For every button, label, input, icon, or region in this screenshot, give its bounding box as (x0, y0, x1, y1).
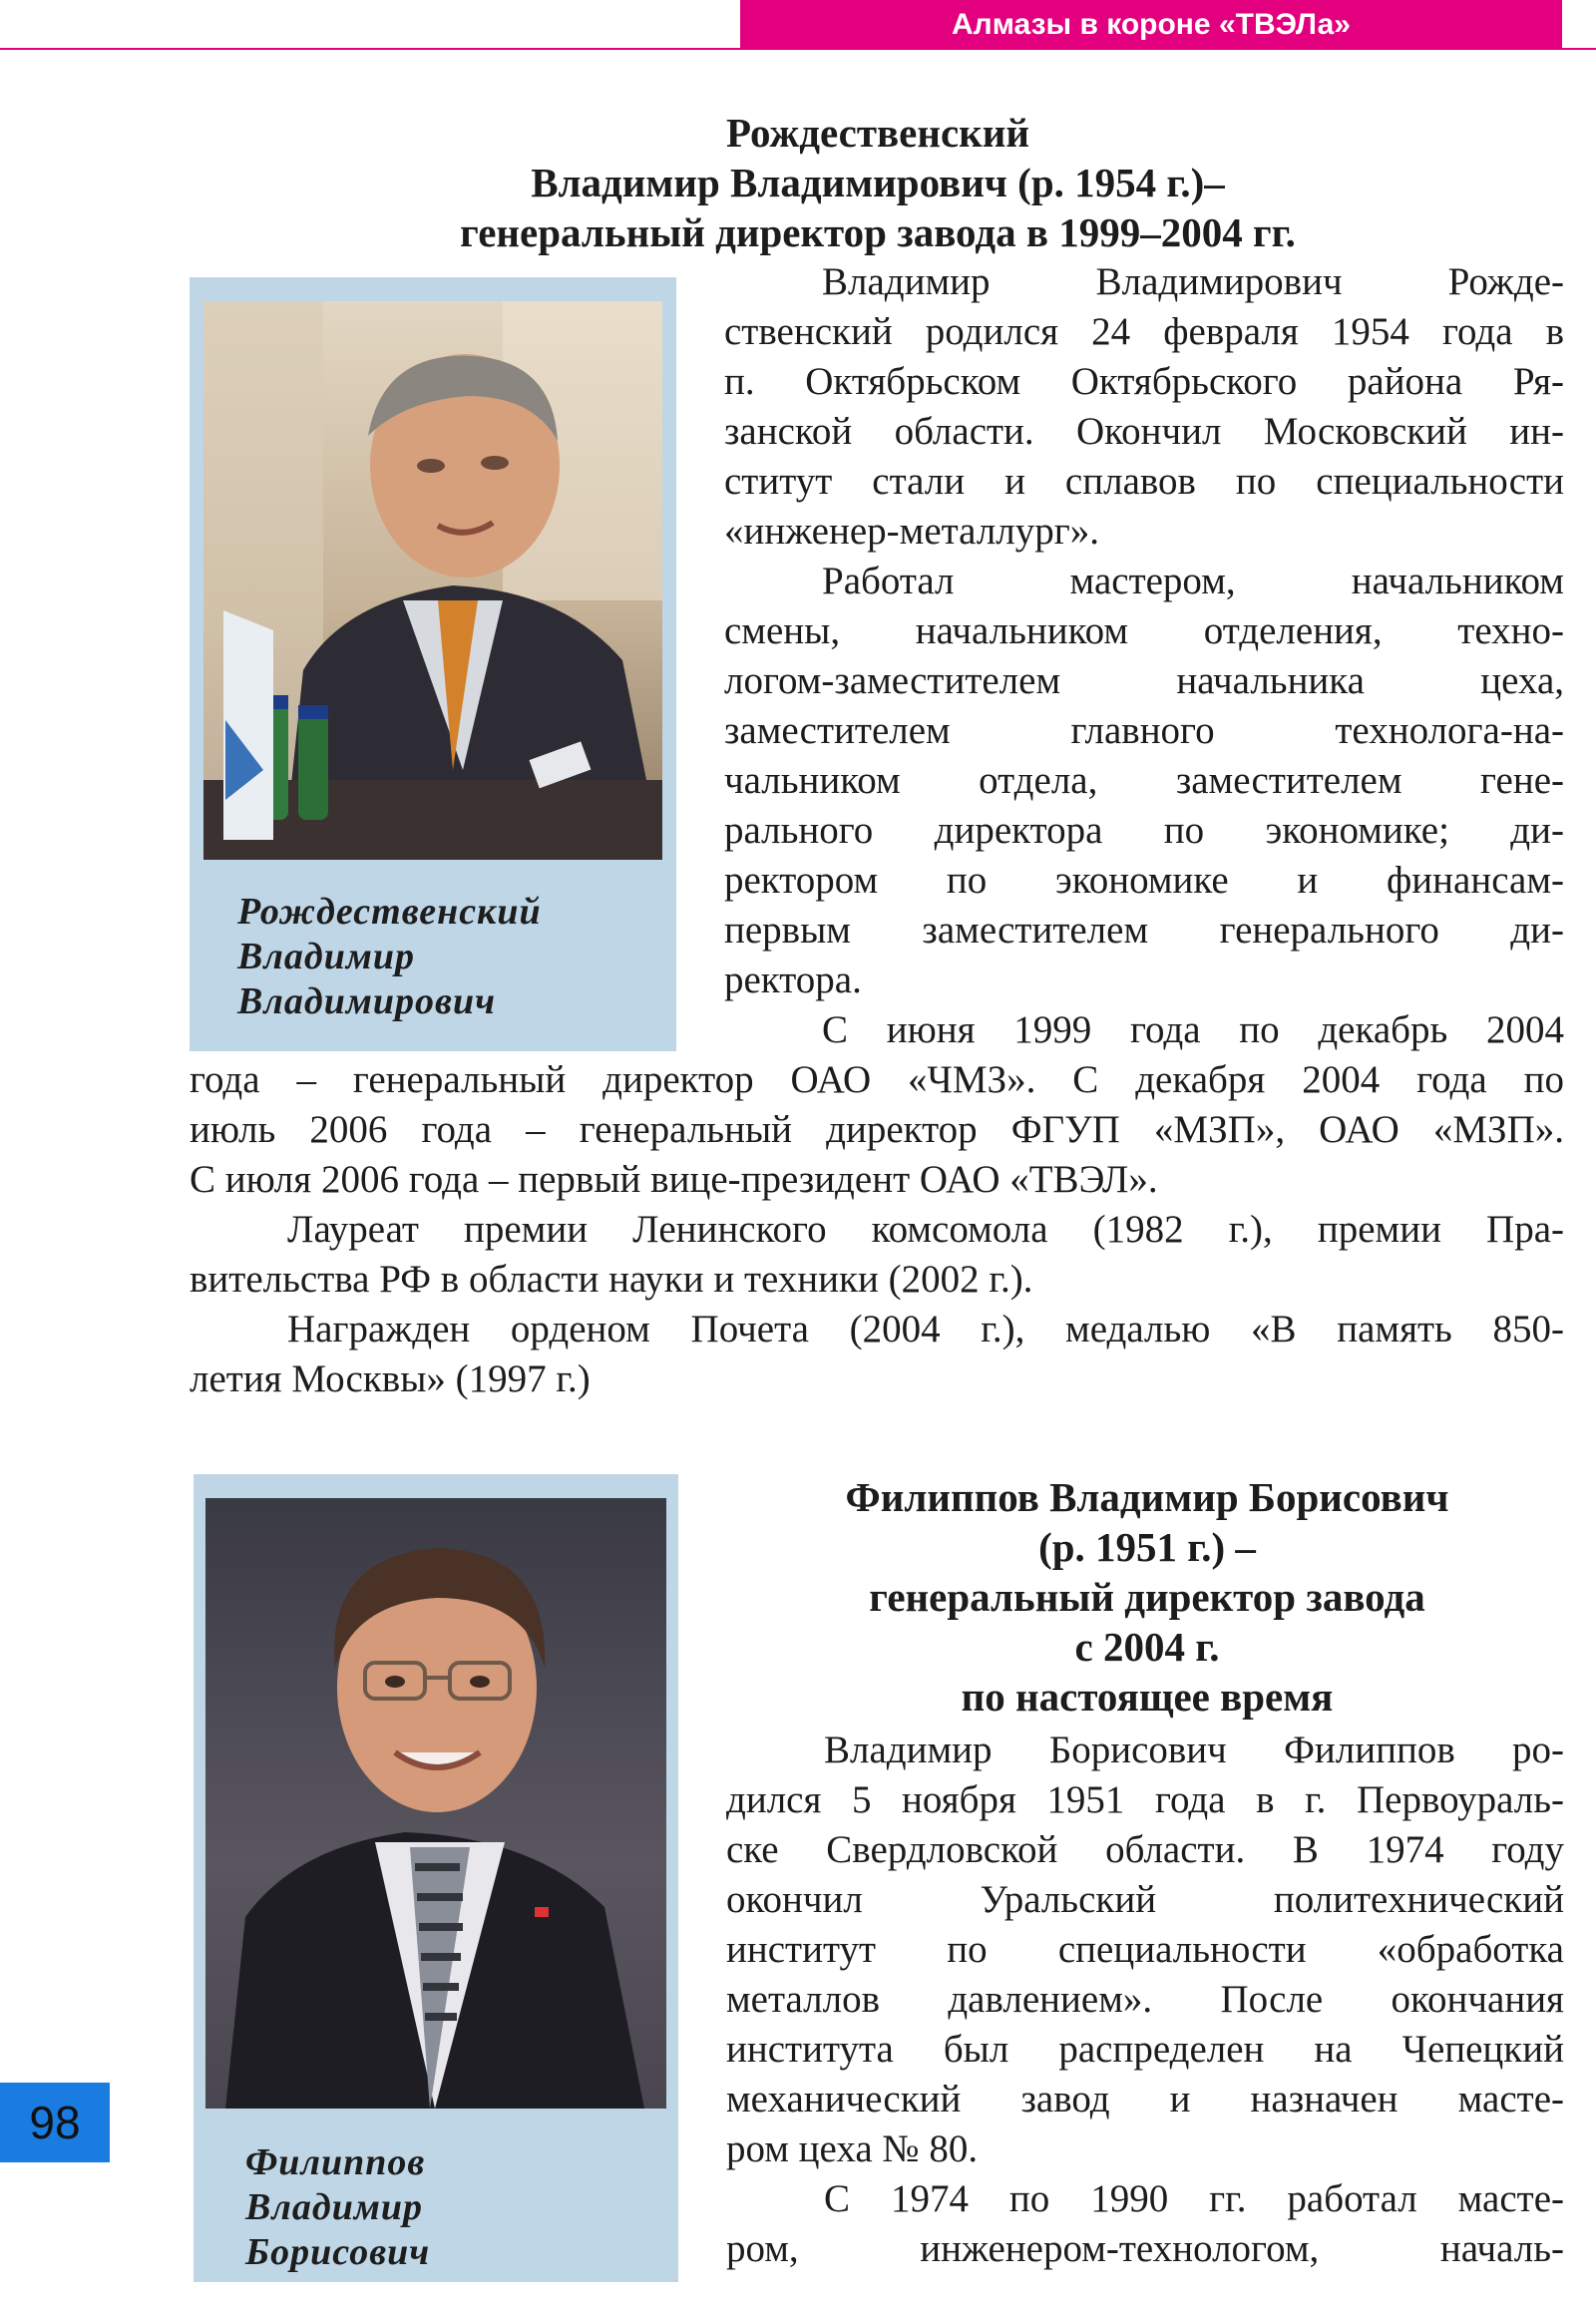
section2-title-line: генеральный директор завода (869, 1574, 1425, 1620)
section2-title-line: по настоящее время (961, 1674, 1334, 1720)
text-line: ске Свердловской области. В 1974 году (726, 1828, 1564, 1871)
section1-title (299, 108, 1456, 257)
text-line: ректором по экономике и финансам- (724, 859, 1564, 902)
portrait-filippov (205, 1498, 666, 2109)
text-line: С 1974 по 1990 гг. работал масте- (824, 2177, 1564, 2220)
text-line: С июля 2006 года – первый вице-президент ОАО «ТВЭЛ». (190, 1158, 1158, 1201)
text-line: окончил Уральский политехнический (726, 1878, 1564, 1921)
section1-title-line: Владимир Владимирович (р. 1954 г.)– (531, 160, 1225, 205)
text-line: Владимир Владимирович Рожде- (822, 260, 1564, 303)
text-line: С июня 1999 года по декабрь 2004 (822, 1008, 1564, 1051)
portrait-rozhdestvensky-image (203, 301, 662, 860)
section2-photo-caption (245, 2140, 430, 2275)
text-line: Лауреат премии Ленинского комсомола (1982 г.), премии Пра- (287, 1208, 1564, 1251)
text-line: вительства РФ в области науки и техники (2002 г.). (190, 1258, 1033, 1301)
text-line: института был распределен на Чепецкий (726, 2028, 1564, 2071)
caption-line: Филиппов (245, 2141, 426, 2183)
text-line: ром, инженером-технологом, началь- (726, 2227, 1564, 2270)
caption-line: Рождественский (237, 891, 542, 933)
text-line: ректора. (724, 959, 862, 1001)
text-line: ром цеха № 80. (726, 2127, 979, 2170)
text-line: «инженер-металлург». (724, 510, 1099, 553)
section1-title-line: генеральный директор завода в 1999–2004 гг. (460, 209, 1296, 255)
text-line: механический завод и назначен масте- (726, 2078, 1564, 2120)
text-line: летия Москвы» (1997 г.) (190, 1357, 591, 1400)
section1-photo-frame (190, 277, 676, 1051)
section1-narrow-text (724, 257, 1564, 1055)
section2-title-line: (р. 1951 г.) – (1038, 1524, 1256, 1570)
text-line: дился 5 ноября 1951 года в г. Первоураль- (726, 1778, 1564, 1821)
caption-line: Борисович (245, 2231, 431, 2273)
section2-title-line: с 2004 г. (1074, 1624, 1220, 1670)
caption-line: Владимир (245, 2186, 423, 2228)
caption-line: Владимир (237, 936, 415, 977)
section2-title (728, 1472, 1566, 1722)
text-line: года – генеральный директор ОАО «ЧМЗ». С декабря 2004 года по (190, 1058, 1564, 1101)
chapter-banner: Алмазы в короне «ТВЭЛа» (740, 0, 1562, 50)
text-line: рального директора по экономике; ди- (724, 809, 1564, 852)
text-line: Работал мастером, начальником (822, 560, 1564, 602)
section1-wide-text (190, 1055, 1564, 1404)
section1-photo-caption (237, 890, 542, 1024)
text-line: металлов давлением». После окончания (726, 1978, 1564, 2021)
text-line: ститут стали и сплавов по специальности (724, 460, 1564, 503)
page-number: 98 (0, 2083, 110, 2162)
text-line: Владимир Борисович Филиппов ро- (824, 1729, 1564, 1771)
text-line: чальником отдела, заместителем гене- (724, 759, 1564, 802)
portrait-filippov-image (205, 1498, 666, 2109)
section2-title-line: Филиппов Владимир Борисович (845, 1474, 1449, 1520)
portrait-rozhdestvensky (203, 301, 662, 860)
text-line: логом-заместителем начальника цеха, (724, 659, 1564, 702)
section2-photo-frame (194, 1474, 678, 2282)
text-line: институт по специальности «обработка (726, 1928, 1564, 1971)
text-line: июль 2006 года – генеральный директор ФГУП «МЗП», ОАО «МЗП». (190, 1108, 1564, 1151)
text-line: ственский родился 24 февраля 1954 года в (724, 310, 1564, 353)
section1-title-line: Рождественский (725, 110, 1030, 156)
text-line: занской области. Окончил Московский ин- (724, 410, 1564, 453)
text-line: Награжден орденом Почета (2004 г.), медалью «В память 850- (287, 1308, 1564, 1350)
text-line: смены, начальником отделения, техно- (724, 609, 1564, 652)
text-line: п. Октябрьском Октябрьского района Ря- (724, 360, 1564, 403)
section2-text (726, 1726, 1564, 2274)
text-line: заместителем главного технолога-на- (724, 709, 1564, 752)
caption-line: Владимирович (237, 980, 497, 1022)
text-line: первым заместителем генерального ди- (724, 909, 1564, 952)
